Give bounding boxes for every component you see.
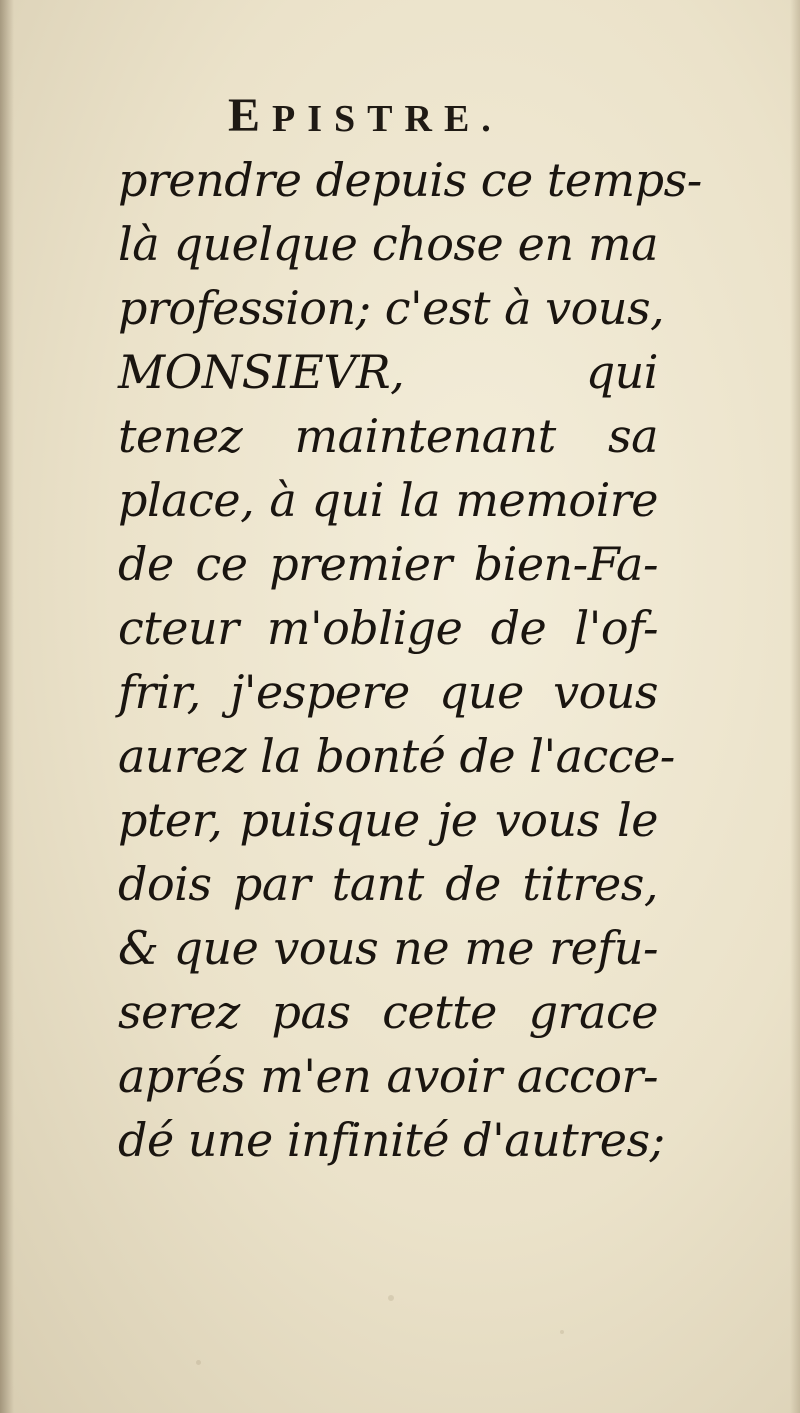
paper-spot: [388, 1295, 394, 1301]
text-line: aprés m'en avoir accor-: [118, 1049, 658, 1103]
text-line: MONSIEVR, qui: [118, 345, 658, 399]
text-line: aurez la bonté de l'acce-: [118, 729, 675, 783]
text-line: prendre depuis ce temps-: [118, 153, 702, 207]
text-line: dé une infinité d'autres;: [118, 1113, 665, 1167]
paper-spot: [560, 1330, 564, 1334]
text-line: de ce premier bien-Fa-: [118, 537, 658, 591]
text-line: & que vous ne me refu-: [118, 921, 658, 975]
text-line: cteur m'oblige de l'of-: [118, 601, 658, 655]
gutter-shadow: [0, 0, 14, 1413]
page-edge-shadow: [790, 0, 800, 1413]
text-line: là quelque chose en ma: [118, 217, 658, 271]
header-rest: PISTRE.: [272, 98, 503, 140]
running-header: [228, 88, 558, 143]
text-line: serez pas cette grace: [118, 985, 658, 1039]
text-line: pter, puisque je vous le: [118, 793, 658, 847]
paper-spot: [196, 1360, 201, 1365]
text-line: dois par tant de titres,: [118, 857, 658, 911]
text-line: tenez maintenant sa: [118, 409, 658, 463]
text-line: frir, j'espere que vous: [118, 665, 658, 719]
epistle-text: [118, 148, 702, 1172]
header-initial: E: [228, 89, 273, 142]
text-line: place, à qui la memoire: [118, 473, 658, 527]
text-line: profession; c'est à vous,: [118, 281, 665, 335]
